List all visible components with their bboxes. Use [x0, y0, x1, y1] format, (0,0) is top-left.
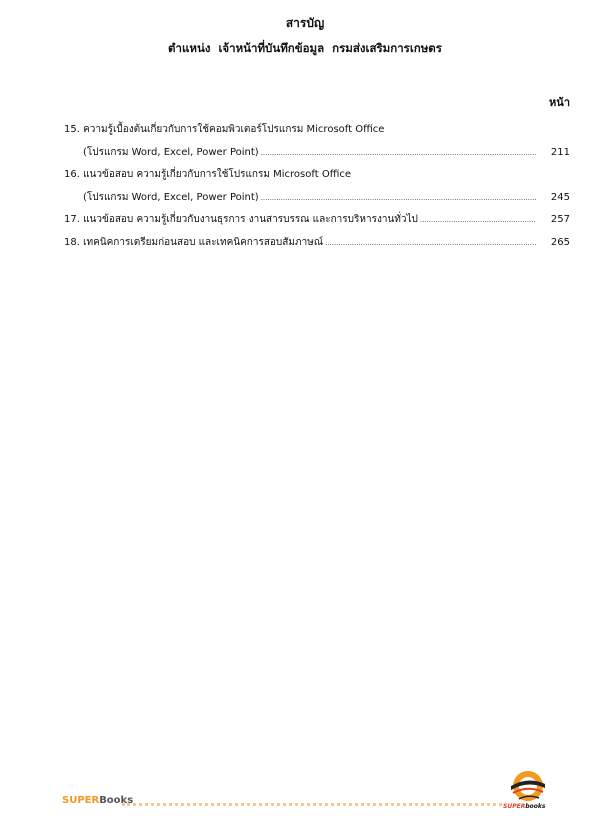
toc-entry-text: 15. ความรู้เบื้องต้นเกี่ยวกับการใช้คอมพิวเตอร์โปรแกรม Microsoft Office	[64, 124, 385, 135]
footer-brand-books: Books	[99, 795, 134, 806]
toc-entry-15-line-1	[64, 119, 570, 142]
toc-page-number: 265	[550, 236, 570, 248]
toc-page-number: 257	[550, 214, 570, 225]
toc-entry-text: (โปรแกรม Word, Excel, Power Point)	[83, 146, 259, 158]
toc-leader-dots	[420, 209, 536, 232]
toc-entry-16-line-2	[64, 187, 570, 210]
toc-entry-15-line-2	[64, 142, 570, 165]
toc-entry-text: 17. แนวข้อสอบ ความรู้เกี่ยวกับงานธุรการ งานสารบรรณ และการบริหารงานทั่วไป	[64, 214, 418, 225]
footer-dotted-line	[122, 803, 502, 806]
page-subtitle: ตำแหน่ง เจ้าหน้าที่บันทึกข้อมูล กรมส่งเสริมการเกษตร	[168, 41, 442, 55]
footer-brand-super: SUPER	[62, 795, 100, 806]
logo-wordmark	[503, 803, 545, 810]
toc-leader-dots	[325, 232, 536, 255]
logo-wordmark-books: books	[525, 803, 546, 810]
logo-wordmark-super: SUPER	[503, 803, 526, 810]
toc-leader-dots	[261, 187, 536, 210]
toc-page-number: 245	[550, 191, 570, 203]
toc-entry-text: 18. เทคนิคการเตรียมก่อนสอบ และเทคนิคการสอบสัมภาษณ์	[64, 236, 324, 248]
page-column-header: หน้า	[549, 96, 570, 109]
toc-entry-17	[64, 209, 570, 232]
toc-entry-16-line-1	[64, 164, 570, 187]
toc-leader-dots	[261, 142, 536, 165]
table-of-contents	[64, 119, 570, 254]
toc-entry-18	[64, 232, 570, 255]
toc-entry-text: 16. แนวข้อสอบ ความรู้เกี่ยวกับการใช้โปรแกรม Microsoft Office	[64, 169, 352, 180]
toc-entry-text: (โปรแกรม Word, Excel, Power Point)	[83, 191, 259, 203]
page-title: สารบัญ	[285, 16, 325, 30]
toc-page-number: 211	[550, 146, 570, 158]
